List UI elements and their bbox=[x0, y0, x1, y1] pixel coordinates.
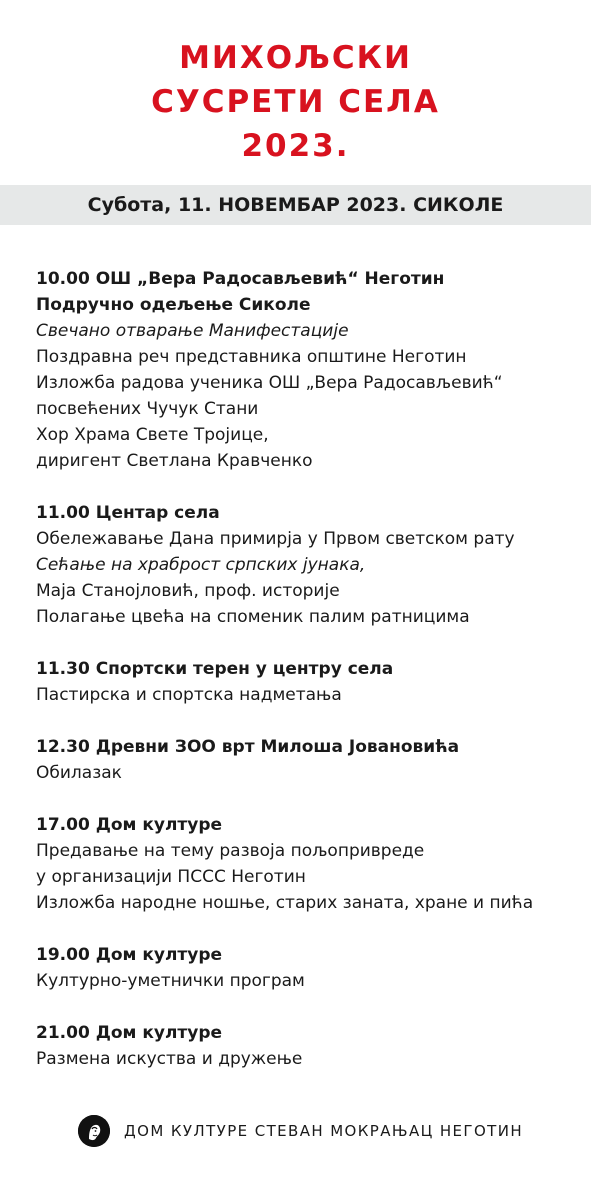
program-line: Предавање на тему развоја пољопривреде bbox=[36, 841, 425, 861]
program-heading: 19.00 Дом културе bbox=[36, 945, 223, 965]
title-line-1: МИХОЉСКИ bbox=[179, 40, 412, 76]
program-line: Обележавање Дана примирја у Првом светском рату bbox=[36, 529, 515, 549]
program-block bbox=[36, 656, 581, 708]
program-line: диригент Светлана Кравченко bbox=[36, 451, 313, 471]
program-line: у организацији ПССС Неготин bbox=[36, 867, 306, 887]
program-block bbox=[36, 734, 581, 786]
program-line: посвећених Чучук Стани bbox=[36, 399, 259, 419]
program-block bbox=[36, 500, 581, 630]
program-heading: 11.00 Центар села bbox=[36, 503, 220, 523]
title-line-2: СУСРЕТИ СЕЛА bbox=[151, 84, 440, 120]
program-line: Изложба народне ношње, старих заната, хране и пића bbox=[36, 893, 534, 913]
program-line: Обилазак bbox=[36, 763, 122, 783]
program-heading: Подручно одељење Сиколе bbox=[36, 295, 311, 315]
program-line: Размена искуства и дружење bbox=[36, 1049, 303, 1069]
footer-organization-name: ДОМ КУЛТУРЕ СТЕВАН МОКРАЊАЦ НЕГОТИН bbox=[124, 1122, 524, 1140]
poster-title bbox=[0, 36, 591, 168]
program-line: Маја Станојловић, проф. историје bbox=[36, 581, 340, 601]
program-line: Сећање на храброст српских јунака, bbox=[36, 555, 366, 575]
program-heading: 17.00 Дом културе bbox=[36, 815, 223, 835]
program-line: Изложба радова ученика ОШ „Вера Радосављевић“ bbox=[36, 373, 503, 393]
program-block bbox=[36, 942, 581, 994]
program-heading: 11.30 Спортски терен у центру села bbox=[36, 659, 394, 679]
program-heading: 21.00 Дом културе bbox=[36, 1023, 223, 1043]
program-heading: 12.30 Древни ЗОО врт Милоша Јовановића bbox=[36, 737, 460, 757]
program-line: Хор Храма Свете Тројице, bbox=[36, 425, 269, 445]
portrait-logo-icon bbox=[78, 1115, 110, 1147]
title-line-3: 2023. bbox=[241, 128, 350, 164]
program-line: Пастирска и спортска надметања bbox=[36, 685, 342, 705]
program-line: Поздравна реч представника општине Неготин bbox=[36, 347, 467, 367]
program-block bbox=[36, 1020, 581, 1072]
program-line: Свечано отварање Манифестације bbox=[36, 321, 349, 341]
date-banner: Субота, 11. НОВЕМБАР 2023. СИКОЛЕ bbox=[0, 185, 591, 225]
program-line: Културно-уметнички програм bbox=[36, 971, 305, 991]
footer bbox=[78, 1114, 523, 1148]
program-block bbox=[36, 266, 581, 474]
program-heading: 10.00 ОШ „Вера Радосављевић“ Неготин bbox=[36, 269, 445, 289]
program-schedule bbox=[36, 266, 581, 1098]
program-block bbox=[36, 812, 581, 916]
program-line: Полагање цвећа на споменик палим ратницима bbox=[36, 607, 470, 627]
